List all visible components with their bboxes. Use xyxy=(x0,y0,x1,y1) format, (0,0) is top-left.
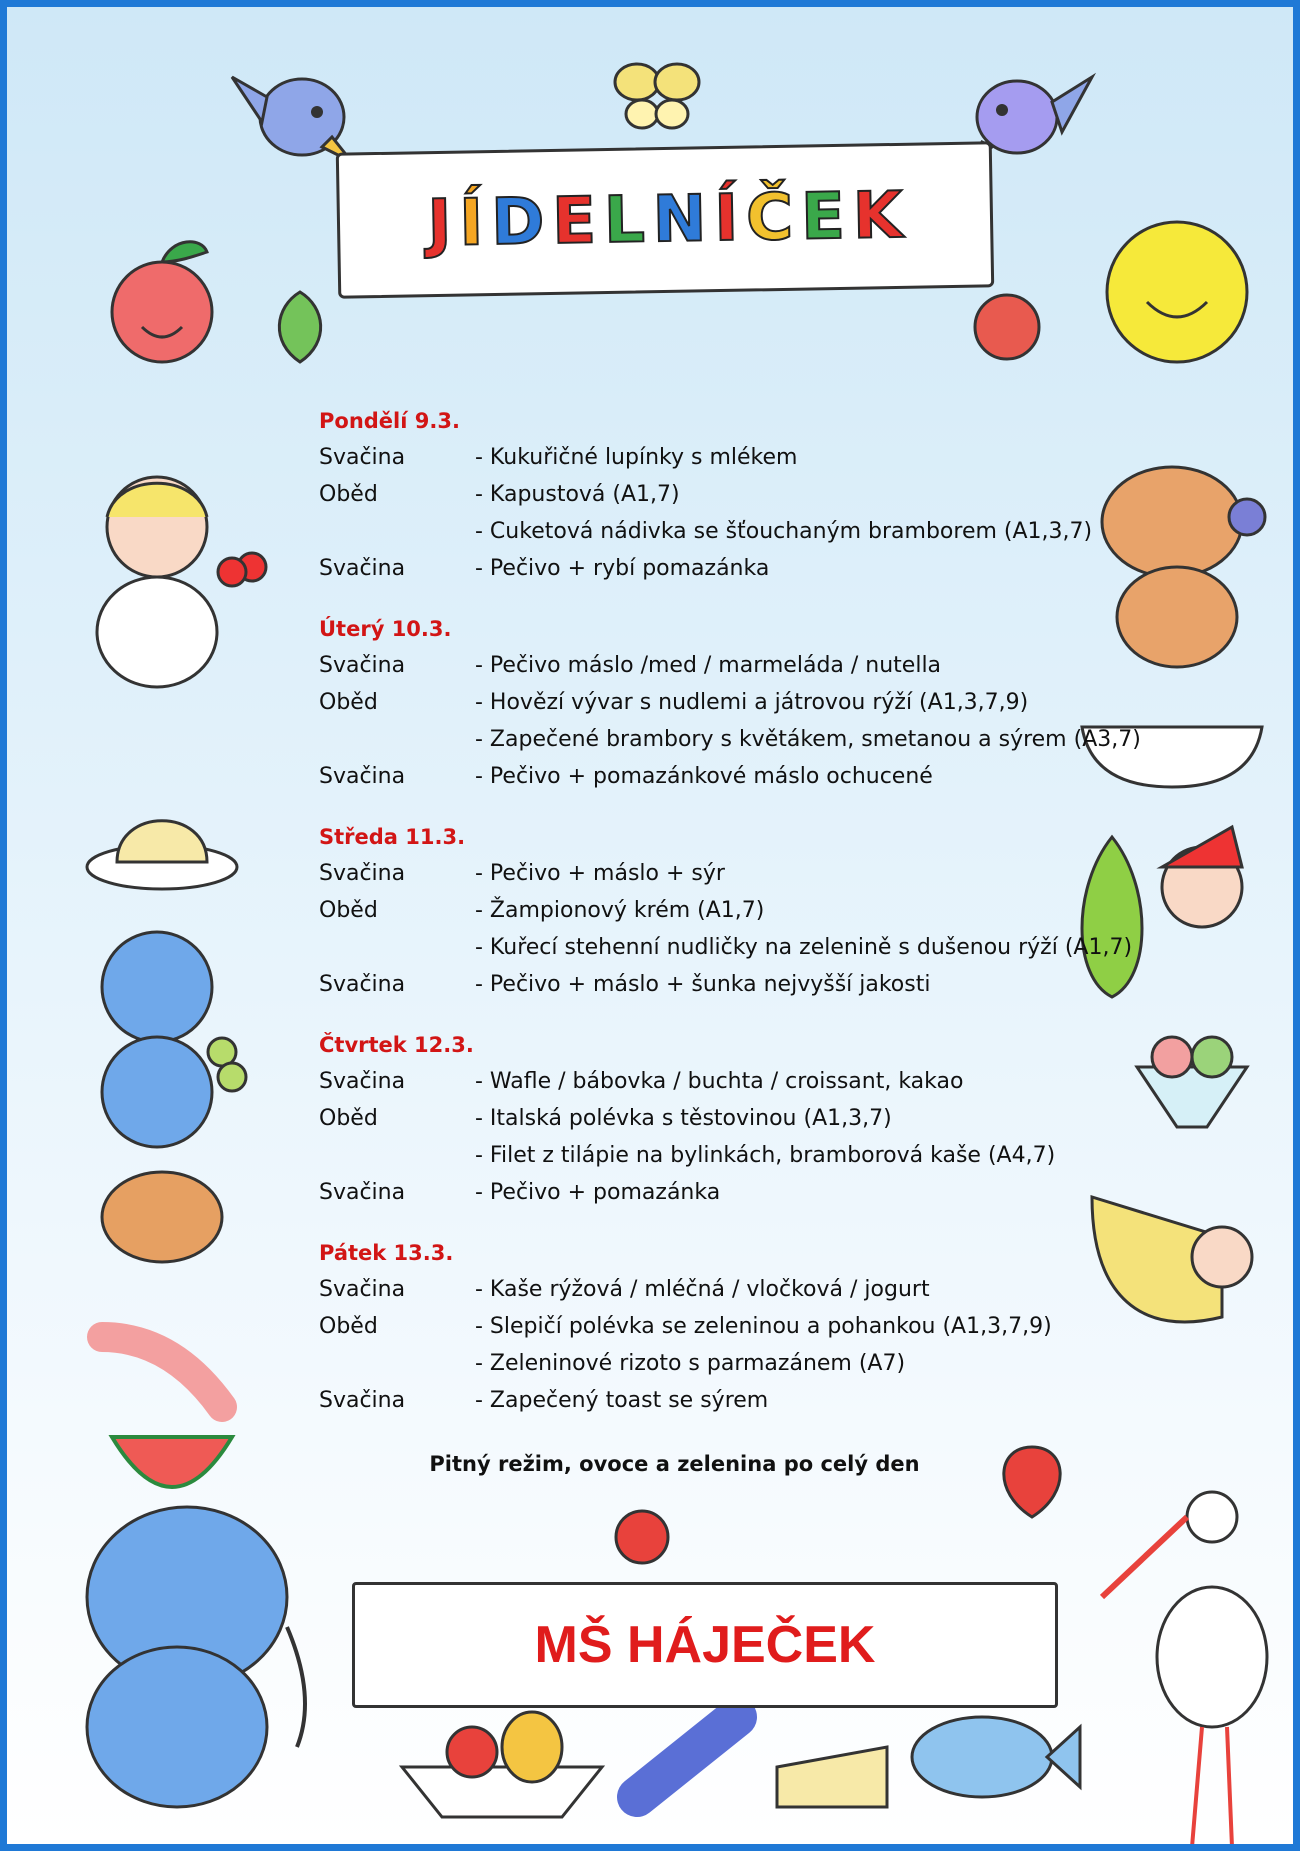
footer-note: Pitný režim, ovoce a zelenina po celý den xyxy=(429,1452,920,1476)
dish-text: - Slepičí polévka se zeleninou a pohankou (A1,3,7,9) xyxy=(475,1314,1052,1339)
title-letter: J xyxy=(426,186,453,262)
menu-row xyxy=(319,855,1119,892)
butterfly-illustration xyxy=(597,52,717,137)
dish-text: - Zeleninové rizoto s parmazánem (A7) xyxy=(475,1351,906,1376)
dish-text: - Cuketová nádivka se šťouchaným bramborem (A1,3,7) xyxy=(475,519,1093,544)
day-heading: Středa 11.3. xyxy=(319,825,466,849)
dish-text: - Kuřecí stehenní nudličky na zelenině s dušenou rýží (A1,7) xyxy=(475,935,1133,960)
dish-text: - Pečivo máslo /med / marmeláda / nutella xyxy=(475,653,942,678)
title-letter: N xyxy=(652,182,707,258)
day-heading: Úterý 10.3. xyxy=(319,617,452,641)
menu-row xyxy=(319,721,1141,758)
dish-text: - Žampionový krém (A1,7) xyxy=(475,898,765,923)
day-heading: Čtvrtek 12.3. xyxy=(319,1033,474,1057)
weekly-menu xyxy=(319,403,1141,1443)
menu-row xyxy=(319,1308,1119,1345)
title-letter: K xyxy=(852,178,904,254)
menu-row xyxy=(319,684,1119,721)
meal-label: Oběd xyxy=(319,898,378,923)
menu-row xyxy=(319,1174,1119,1211)
apple-small-illustration xyxy=(607,1497,677,1567)
salami-illustration xyxy=(617,1697,767,1817)
sausage-illustration xyxy=(82,1307,252,1427)
meal-label: Svačina xyxy=(319,1180,406,1205)
dish-text: - Pečivo + máslo + šunka nejvyšší jakosti xyxy=(475,972,931,997)
meal-label: Svačina xyxy=(319,1277,406,1302)
girl-with-cherries-illustration xyxy=(47,457,277,727)
meal-label: Oběd xyxy=(319,690,378,715)
dish-text: - Pečivo + pomazánkové máslo ochucené xyxy=(475,764,933,789)
meal-label: Svačina xyxy=(319,972,406,997)
dish-text: - Pečivo + pomazánka xyxy=(475,1180,721,1205)
meal-label: Oběd xyxy=(319,1314,378,1339)
leaf-illustration xyxy=(265,287,335,367)
meal-label: Svačina xyxy=(319,861,406,886)
meal-label: Svačina xyxy=(319,764,406,789)
title-letter: E xyxy=(551,184,597,259)
bird-left-illustration xyxy=(222,57,372,167)
school-banner xyxy=(352,1582,1058,1708)
dish-text: - Wafle / bábovka / buchta / croissant, kakao xyxy=(475,1069,964,1094)
apple-illustration xyxy=(92,232,232,372)
menu-row xyxy=(319,1271,1119,1308)
chicken-leg-illustration xyxy=(42,1157,232,1277)
day-tuesday xyxy=(319,611,1141,795)
day-monday xyxy=(319,403,1119,587)
menu-row xyxy=(319,758,1119,795)
meal-label xyxy=(319,513,475,550)
meal-label: Oběd xyxy=(319,482,378,507)
school-name: MŠ HÁJEČEK xyxy=(534,1616,876,1674)
meal-label: Svačina xyxy=(319,1388,406,1413)
elephant-illustration xyxy=(47,1447,347,1837)
cake-plate-illustration xyxy=(77,767,247,897)
menu-row xyxy=(319,513,1119,550)
title-letter: L xyxy=(603,183,646,259)
strawberry-top-illustration xyxy=(967,282,1047,362)
cake-slice-illustration xyxy=(767,1737,897,1817)
dish-text: - Italská polévka s těstovinou (A1,3,7) xyxy=(475,1106,892,1131)
menu-row xyxy=(319,1345,1119,1382)
menu-row xyxy=(319,439,1119,476)
meal-label xyxy=(319,929,475,966)
day-thursday xyxy=(319,1027,1119,1211)
dish-text: - Hovězí vývar s nudlemi a játrovou rýží (A1,3,7,9) xyxy=(475,690,1029,715)
cat-with-grapes-illustration xyxy=(72,912,252,1152)
dish-text: - Kaše rýžová / mléčná / vločková / jogurt xyxy=(475,1277,930,1302)
menu-row xyxy=(319,550,1119,587)
dish-text: - Zapečené brambory s květákem, smetanou a sýrem (A3,7) xyxy=(475,727,1141,752)
title-banner xyxy=(336,141,994,298)
menu-row xyxy=(319,1100,1119,1137)
title-letter: D xyxy=(490,185,545,261)
fish-illustration xyxy=(902,1702,1082,1812)
dish-text: - Zapečený toast se sýrem xyxy=(475,1388,769,1413)
title-letter: Í xyxy=(713,181,739,257)
meal-label: Oběd xyxy=(319,1106,378,1131)
dish-text: - Pečivo + rybí pomazánka xyxy=(475,556,770,581)
meal-label xyxy=(319,1137,475,1174)
meal-label: Svačina xyxy=(319,653,406,678)
menu-row xyxy=(319,929,1133,966)
fruit-bowl-illustration xyxy=(392,1707,612,1827)
meal-label xyxy=(319,721,475,758)
day-wednesday xyxy=(319,819,1133,1003)
strawberry-illustration xyxy=(987,1432,1077,1522)
dish-text: - Kukuřičné lupínky s mlékem xyxy=(475,445,798,470)
menu-row xyxy=(319,1063,1119,1100)
meal-label xyxy=(319,1345,475,1382)
day-heading: Pondělí 9.3. xyxy=(319,409,460,433)
dish-text: - Filet z tilápie na bylinkách, bramborová kaše (A4,7) xyxy=(475,1143,1056,1168)
menu-row xyxy=(319,1382,1119,1419)
menu-row xyxy=(319,892,1119,929)
day-heading: Pátek 13.3. xyxy=(319,1241,454,1265)
menu-row xyxy=(319,966,1119,1003)
dish-text: - Kapustová (A1,7) xyxy=(475,482,680,507)
title-letter: Č xyxy=(745,180,794,256)
title-letter: Í xyxy=(458,186,484,261)
menu-row xyxy=(319,1137,1119,1174)
menu-row xyxy=(319,647,1119,684)
dish-text: - Pečivo + máslo + sýr xyxy=(475,861,725,886)
title-letter: E xyxy=(800,179,846,255)
meal-label: Svačina xyxy=(319,1069,406,1094)
sun-illustration xyxy=(1077,192,1277,392)
day-friday xyxy=(319,1235,1119,1419)
ice-cream-cup-illustration xyxy=(1127,1017,1257,1177)
meal-label: Svačina xyxy=(319,556,406,581)
menu-row xyxy=(319,476,1119,513)
stork-illustration xyxy=(1082,1457,1292,1851)
meal-label: Svačina xyxy=(319,445,406,470)
